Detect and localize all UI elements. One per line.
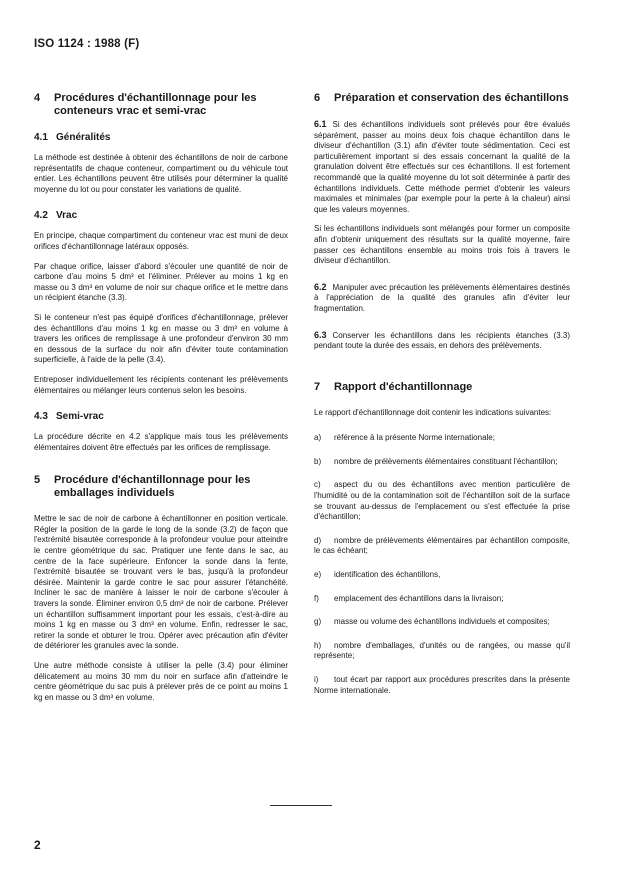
- document-header: ISO 1124 : 1988 (F): [34, 38, 140, 50]
- section-title: Rapport d'échantillonnage: [334, 380, 473, 393]
- page-number: 2: [34, 838, 41, 852]
- section-6-heading: [314, 92, 570, 105]
- list-item: [314, 536, 570, 557]
- section-title: Procédures d'échantillonnage pour les conteneurs vrac et semi-vrac: [54, 92, 257, 117]
- section-number: 4.1: [34, 132, 48, 143]
- list-item-label: h): [314, 640, 322, 650]
- list-item-label: a): [314, 433, 322, 443]
- list-item: [314, 480, 570, 522]
- list-item-text: tout écart par rapport aux procédures prescrites dans la présente Norme internationale.: [314, 675, 570, 695]
- list-item-text: nombre de prélèvements élémentaires par échantillon composite, le cas échéant;: [314, 535, 570, 556]
- list-item-text: nombre d'emballages, d'unités ou de rangées, ou masse qu'il représente;: [314, 640, 570, 661]
- section-number: 6: [314, 92, 321, 104]
- list-item: [314, 570, 570, 581]
- list-item-label: c): [314, 480, 321, 490]
- list-item: [314, 594, 570, 605]
- list-item: [314, 617, 570, 628]
- list-item-label: e): [314, 570, 322, 580]
- paragraph: Une autre méthode consiste à utiliser la pelle (3.4) pour éliminer délicatement au moins 30 mm du noir en surface afin d'atteindre le centre géométrique du sac puis à prélever près de ce point au moins 1 kg en masse ou 3 dm³ en volume.: [34, 661, 288, 702]
- section-4-2-heading: [34, 210, 288, 222]
- paragraph: Entreposer individuellement les récipients contenant les prélèvements élémentaires ou mélanger leurs contenus selon les besoins.: [34, 374, 288, 395]
- clause-number: 6.3: [314, 329, 327, 340]
- section-title: Semi-vrac: [56, 411, 104, 423]
- paragraph: En principe, chaque compartiment du conteneur vrac est muni de deux orifices d'échantillonnage latéraux opposés.: [34, 231, 288, 251]
- section-title: Procédure d'échantillonnage pour les emballages individuels: [54, 474, 251, 500]
- list-item: [314, 641, 570, 662]
- section-4-3-heading: [34, 411, 288, 423]
- footer-divider: [270, 805, 332, 806]
- right-column: [314, 92, 570, 709]
- clause-text: Conserver les échantillons dans les récipients étanches (3.3) pendant toute la durée des essais, en dehors des prélèvements.: [314, 330, 570, 351]
- section-number: 4: [34, 92, 41, 104]
- list-item-label: f): [314, 593, 319, 603]
- section-5-heading: [34, 474, 288, 500]
- clause-text: Si des échantillons individuels sont prélevés pour être évalués séparément, passer au moins deux fois chaque échantillon dans le diviseur d'échantillon (3.1) afin d'éviter toute sédimentation. Ceci est particulièrement important si des essais concernant la qualité de la granulation doivent être effectués sur ces échantillons. Il est fortement recommandé que la qualité moyenne du lot soit déterminée à partir des échantillons individuels. Cette méthode permet d'obtenir les valeurs maximales et minimales (par exemple pour la perte à la chaleur) ainsi que les valeurs moyennes.: [314, 120, 570, 214]
- paragraph: Si les échantillons individuels sont mélangés pour former un composite afin d'obtenir uniquement des résultats sur la qualité moyenne, faire passer ces échantillons ensemble au moins trois fois à travers le diviseur d'échantillon.: [314, 224, 570, 266]
- section-title: Préparation et conservation des échantillons: [334, 92, 569, 104]
- section-number: 4.2: [34, 210, 48, 222]
- list-item-text: aspect du ou des échantillons avec mention particulière de l'humidité ou de la contamination soit de l'échantillon soit de la surface se trouvant au-dessus de l'emplacement ou s'est effectuée la prise d'échantillon;: [314, 480, 570, 522]
- list-item: [314, 433, 570, 444]
- paragraph: La méthode est destinée à obtenir des échantillons de noir de carbone représentatifs de chaque conteneur, compartiment ou du véhicule tout entier. Les échantillons peuvent être utilisés pour déterminer la qualité moyenne du lot ou pour constater les variations de qualité.: [34, 153, 288, 194]
- section-title: Généralités: [56, 132, 111, 143]
- paragraph: Le rapport d'échantillonnage doit contenir les indications suivantes:: [314, 407, 552, 417]
- clause-number: 6.2: [314, 281, 327, 292]
- report-items-list: [314, 433, 570, 696]
- list-item-label: i): [314, 675, 319, 684]
- list-item-text: nombre de prélèvements élémentaires constituant l'échantillon;: [334, 456, 558, 466]
- section-number: 7: [314, 380, 321, 393]
- paragraph-6-2: [314, 282, 570, 315]
- section-title: Vrac: [56, 210, 78, 222]
- list-item-text: masse ou volume des échantillons individuels et composites;: [334, 617, 550, 627]
- paragraph: La procédure décrite en 4.2 s'applique mais tous les prélèvements élémentaires doivent être effectués par les orifices de remplissage.: [34, 432, 288, 452]
- section-number: 4.3: [34, 411, 48, 423]
- section-4-1-heading: [34, 132, 288, 144]
- section-4-heading: [34, 92, 288, 118]
- section-number: 5: [34, 474, 41, 487]
- clause-text: Manipuler avec précaution les prélèvements élémentaires destinés à l'appréciation de la qualité des granules afin d'éviter leur fragmentation.: [314, 282, 570, 313]
- paragraph: Mettre le sac de noir de carbone à échantillonner en position verticale. Régler la position de la garde le long de la sonde (3.2) de façon que l'extrémité bisautée corresponde à la profondeur voulue pour atteindre le centre géométrique du sac. Pratiquer une fente dans le sac, au centre de la face supérieure. Enfoncer la sonde dans la fente, l'extrémité bisautée se trouvant vers le bas, jusqu'à la profondeur désirée. Maintenir la garde contre le sac pour assurer l'étanchéité. Incliner le sac de manière à laisser le noir de carbone s'écouler à travers la sonde. Éliminer environ 0,5 dm³ de noir de carbone. Prélever un échantillon suffisamment important pour les essais, c'est-à-dire au moins 1 kg en masse ou 3 dm³ en volume. Enfin, redresser le sac, retirer la sonde et obturer le trou. Opérer avec précaution afin d'éviter de détériorer les granules avec la sonde.: [34, 514, 288, 651]
- list-item-text: emplacement des échantillons dans la livraison;: [334, 593, 504, 603]
- clause-number: 6.1: [314, 119, 327, 129]
- left-column: [34, 92, 288, 712]
- section-7-heading: [314, 381, 570, 394]
- list-item-text: référence à la présente Norme internationale;: [334, 433, 495, 443]
- list-item-text: identification des échantillons,: [334, 570, 441, 580]
- paragraph: Si le conteneur n'est pas équipé d'orifices d'échantillonnage, prélever des échantillons d'au moins 1 kg en masse ou 3 dm³ en volume à travers les orifices de remplissage à une profondeur d'environ 30 mm en dessous de la surface du noir afin d'éviter toute contamination superficielle, à l'aide de la pelle (3.4).: [34, 312, 288, 365]
- paragraph: Par chaque orifice, laisser d'abord s'écouler une quantité de noir de carbone d'au moins 5 dm³ et l'éliminer. Prélever au moins 1 kg en masse ou 3 dm³ en volume de noir sur chaque orifice et le mettre dans un récipient étanche (3.3).: [34, 261, 288, 303]
- list-item-label: g): [314, 617, 322, 627]
- paragraph-6-1: [314, 119, 570, 215]
- list-item: [314, 457, 570, 468]
- list-item-label: b): [314, 456, 322, 466]
- paragraph-6-3: [314, 330, 570, 352]
- list-item: [314, 675, 570, 696]
- list-item-label: d): [314, 535, 322, 545]
